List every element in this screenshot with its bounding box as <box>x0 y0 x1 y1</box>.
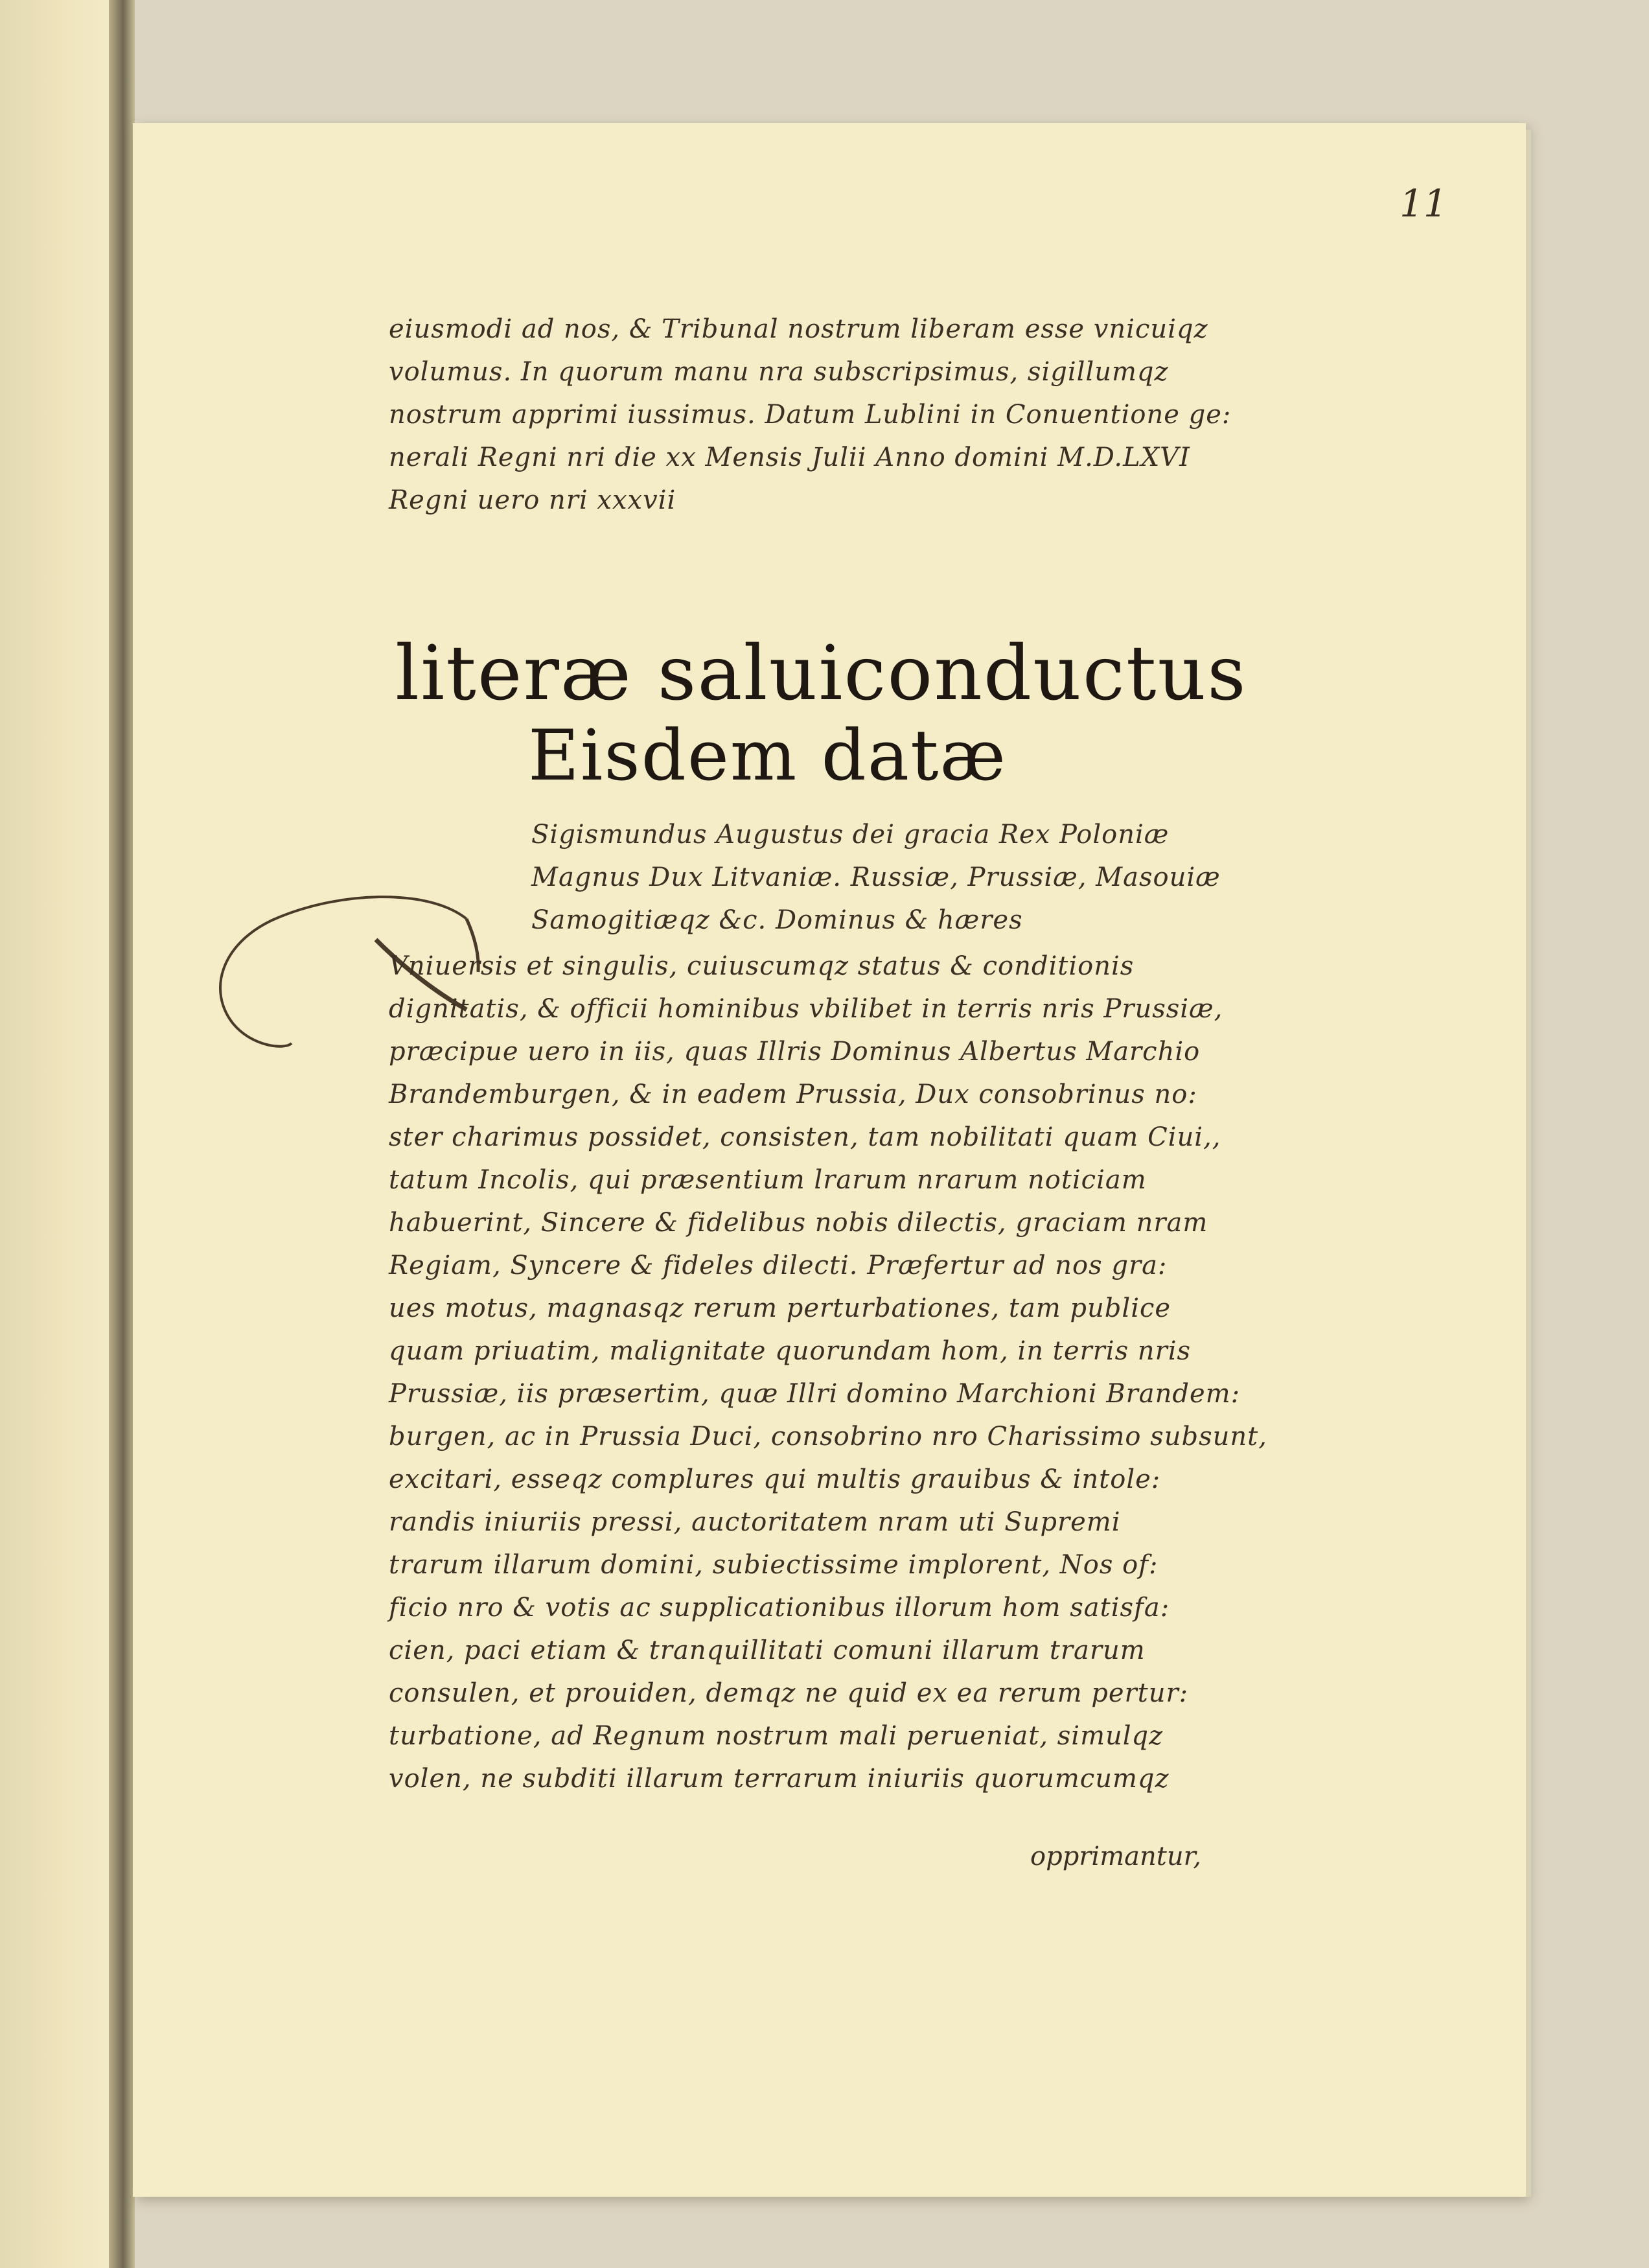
text-line: Prussiæ, iis præsertim, quæ Illri domino Marchioni Brandem: <box>389 1379 1241 1409</box>
text-line: volen, ne subditi illarum terrarum iniuriis quorumcumqz <box>389 1764 1170 1794</box>
text-line: nerali Regni nri die xx Mensis Julii Anno domini M.D.LXVI <box>389 443 1190 472</box>
text-line: Magnus Dux Litvaniæ. Russiæ, Prussiæ, Masouiæ <box>531 862 1221 892</box>
text-line: Regiam, Syncere & fideles dilecti. Præfertur ad nos gra: <box>389 1251 1168 1280</box>
intitulatio <box>531 813 1374 942</box>
text-line: tatum Incolis, qui præsentium lrarum nrarum noticiam <box>389 1165 1147 1195</box>
text-line: Sigismundus Augustus dei gracia Rex Poloniæ <box>531 820 1170 850</box>
text-line: Samogitiæqz &c. Dominus & hæres <box>531 905 1023 935</box>
text-line: consulen, et prouiden, demqz ne quid ex ea rerum pertur: <box>389 1678 1189 1708</box>
text-line: habuerint, Sincere & fidelibus nobis dilectis, graciam nram <box>389 1208 1208 1238</box>
text-line: excitari, esseqz complures qui multis grauibus & intole: <box>389 1464 1161 1494</box>
text-line: Brandemburgen, & in eadem Prussia, Dux consobrinus no: <box>389 1080 1197 1109</box>
text-line: burgen, ac in Prussia Duci, consobrino nro Charissimo subsunt, <box>389 1422 1267 1452</box>
paragraph-top <box>389 308 1400 522</box>
body-text <box>389 945 1400 1800</box>
book-gutter <box>109 0 135 2268</box>
text-line: ues motus, magnasqz rerum perturbationes, tam publice <box>389 1293 1171 1323</box>
text-line: volumus. In quorum manu nra subscripsimus, sigillumqz <box>389 357 1169 387</box>
heading-subtitle: Eisdem datæ <box>528 715 1008 796</box>
text-line: præcipue uero in iis, quas Illris Dominus Albertus Marchio <box>389 1037 1201 1067</box>
text-line: quam priuatim, malignitate quorundam hom, in terris nris <box>389 1336 1192 1366</box>
text-line: cien, paci etiam & tranquillitati comuni illarum trarum <box>389 1636 1146 1665</box>
text-line: dignitatis, & officii hominibus vbilibet in terris nris Prussiæ, <box>389 994 1223 1024</box>
text-line: eiusmodi ad nos, & Tribunal nostrum liberam esse vnicuiqz <box>389 314 1208 344</box>
text-line: Regni uero nri xxxvii <box>389 485 676 515</box>
left-facing-page <box>0 0 117 2268</box>
text-line: trarum illarum domini, subiectissime implorent, Nos of: <box>389 1550 1159 1580</box>
heading-title: literæ saluiconductus <box>395 630 1247 717</box>
folio-number: 11 <box>1400 181 1447 226</box>
closing-line: opprimantur, <box>1030 1842 1202 1871</box>
text-line: Vniuersis et singulis, cuiuscumqz status & conditionis <box>389 951 1135 981</box>
page-edge <box>1526 130 1531 2197</box>
text-line: nostrum apprimi iussimus. Datum Lublini in Conuentione ge: <box>389 400 1232 430</box>
text-line: ster charimus possidet, consisten, tam nobilitati quam Ciui,, <box>389 1122 1221 1152</box>
text-line: ficio nro & votis ac supplicationibus illorum hom satisfa: <box>389 1593 1170 1623</box>
text-line: randis iniuriis pressi, auctoritatem nram uti Supremi <box>389 1507 1121 1537</box>
text-line: turbatione, ad Regnum nostrum mali perueniat, simulqz <box>389 1721 1164 1751</box>
